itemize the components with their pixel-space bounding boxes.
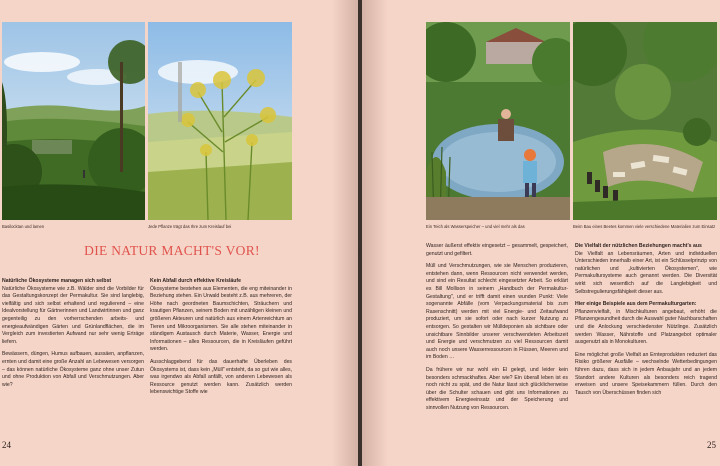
right-page: [362, 0, 720, 466]
right-column-1: [426, 243, 568, 417]
paragraph: Ökosysteme bestehen aus Elementen, die eng miteinander in Beziehung stehen. Ein Urwald besteht z.B. aus mehreren, der Höhe nach geordneten Baumschichten, Sträuchern und krautigen Pflanzen, seinem Boden mit unzähligen kleinen und größeren Akteuren und natürlich aus einem Artenreichtum an Tieren und Mikroorganismen. Sie alle stehen miteinander in ständigem Austausch durch Materie, Wasser, Energie und Informationen – alles Ressourcen, die in Kreisläufen geführt werden.: [150, 285, 292, 353]
paragraph: Ausschlaggebend für das dauerhafte Überleben des Ökosystems ist, dass kein „Müll" entsteht, da so gut wie alles, was irgendwo als Abfall anfällt, von anderen Lebewesen als Ressource genutzt werden kann. Zusätzlich werden lebenswichtige Stoffe wie: [150, 358, 292, 396]
page-number-left: 24: [2, 440, 11, 450]
gutter-shadow: [332, 0, 358, 466]
photo-garden-bed: [573, 22, 717, 220]
caption-photo-fennel: Jede Pflanze trägt das Ihre zum Kreislauf bei: [148, 224, 232, 229]
gutter-shadow: [362, 0, 388, 466]
paragraph: Natürliche Ökosysteme wie z.B. Wälder sind die Vorbilder für das Gestaltungskonzept der Permakultur. Sie sind langlebig, vielfältig und sich selbst erhaltend und regulierend – eine Idealvorstellung für Gärtnerinnen und Landwirtinnen und ganz gegenteilig zu den vorherrschenden arbeits- und energieaufwändigen Gärten und Grünlandflächen, die im Vergleich zum investierten Aufwand nur sehr wenig Erträge liefern.: [2, 285, 144, 345]
right-column-2: [575, 243, 717, 402]
section-heading: Hier einige Beispiele aus dem Permakulturgarten:: [575, 301, 697, 308]
paragraph: Pflanzenvielfalt, in Mischkulturen angebaut, erhöht die Pflanzengesundheit durch die Auswahl guter Nachbarschaften und die Anlockung verschiedenster Nützlinge. Zusätzlich werden Wasser, Nährstoffe und Platzangebot optimaler ausgenutzt als in Monokulturen.: [575, 308, 717, 346]
caption-photo-landscape: Basilocktan und lamen: [2, 224, 45, 229]
paragraph: Eine möglichst große Vielfalt an Ernteprodukten reduziert das Risiko größerer Ausfälle – wechselnde Wetterbedingungen führen dazu, dass sich in jedem Anbaujahr und an jedem Standort andere Kulturen als besonders reich tragend erweisen und unsere Speisekammern füllen. Durch den Tausch von Überschüssen finden sich: [575, 351, 717, 396]
left-page: [0, 0, 358, 466]
fennel-illustration: [148, 22, 292, 220]
left-column-1: [2, 278, 144, 394]
landscape-illustration: [2, 22, 145, 220]
paragraph: Müll und Verschmutzungen, wie sie Menschen produzieren, entstehen dann, wenn Ressourcen nicht verwendet werden, und sind ein Resultat schlecht eingesetzter Arbeit. So erklärt es Bill Mollison in seinem „Handbuch der Permakultur-Gestaltung", und er trifft damit einen wunden Punkt: Viele sogenannte Abfälle (vom Verpackungsmaterial bis zum Rasenschnitt) werden mit viel Energie- und Zeitaufwand produziert, um sie sofort oder nach kurzer Nutzung zu entsorgen. So gestalten wir Mülldeponien als sichtbare oder unsichtbare Sinnbilder unserer verschwendeten Arbeitszeit und Energie und verschmutzen zu viel Ressourcen damit auch noch unsere Wasserressourcen in Flüssen, Meeren und im Boden …: [426, 263, 568, 361]
caption-photo-pond: Ein Teich als Wasserspeicher – und viel mehr als das: [426, 224, 525, 229]
caption-photo-garden-bed: Beim Bau eines Beetes kommen viele verschiedene Materialien zum Einsatz: [573, 224, 716, 229]
left-column-2: [150, 278, 292, 402]
paragraph: Bewässern, düngen, Humus aufbauen, aussäen, anpflanzen, ernten und damit eine große Anzahl an Lebewesen versorgen – das können natürliche Ökosysteme ganz ohne unser Zutun und ohne Produktion von Abfall und Verschmutzungen. Aber wie?: [2, 351, 144, 388]
page-number-right: 25: [707, 440, 716, 450]
paragraph: Die Vielfalt an Lebensräumen, Arten und individuellen Unterschieden innerhalb einer Art, ist ein Schlüsselprinzip von natürlichen und „kultivierten Ökosystemen", wie Permakultursysteme auch genannt werden. Die Diversität wirkt sich wesentlich auf die Langlebigkeit und Selbstregulierungsfähigkeit dieser aus.: [575, 250, 717, 295]
photo-fennel: [148, 22, 292, 220]
article-headline: DIE NATUR MACHT'S VOR!: [84, 243, 260, 258]
garden-bed-illustration: [573, 22, 717, 220]
photo-landscape: [2, 22, 145, 220]
section-heading: Natürliche Ökosysteme managen sich selbst: [2, 278, 112, 284]
section-heading: Kein Abfall durch effektive Kreisläufe: [150, 278, 241, 284]
paragraph: Da frühere wir nur wohl ein El gelegt, und leider kein besonders schmackhaftes. Aber wie? Ein überall leben ist es noch nicht zu spät, und die Natur lässt sich glücklicherweise über die Schulter schauen und gibt uns Informationen zu effektivem Energieeinsatz und der Speicherung und sinnvollen Nutzung von Ressourcen.: [426, 366, 568, 411]
section-heading: Die Vielfalt der nützlichen Beziehungen macht's aus: [575, 243, 702, 249]
paragraph: Wasser äußerst effektiv eingesetzt – gesammelt, gespeichert, genutzt und gefiltert.: [426, 243, 568, 257]
pond-illustration: [426, 22, 570, 220]
photo-pond: [426, 22, 570, 220]
